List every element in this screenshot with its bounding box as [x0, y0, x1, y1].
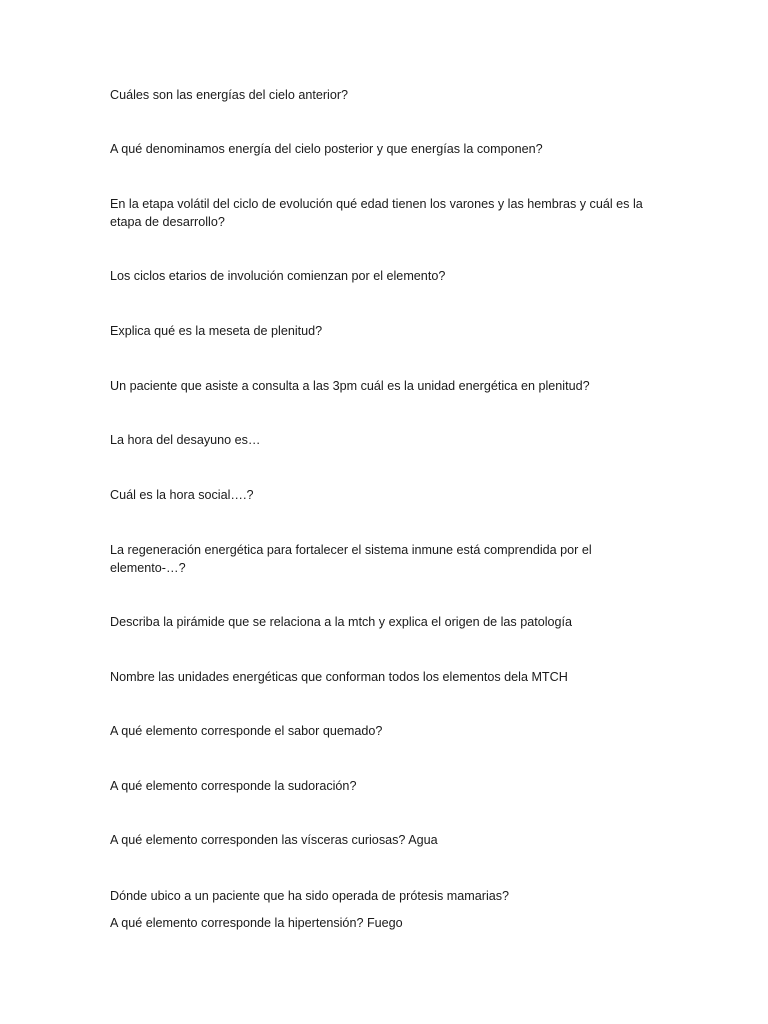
question-12: A qué elemento corresponde el sabor quemado?	[110, 724, 383, 738]
question-6: Un paciente que asiste a consulta a las 3pm cuál es la unidad energética en plenitud?	[110, 379, 590, 393]
question-10: Describa la pirámide que se relaciona a la mtch y explica el origen de las patología	[110, 615, 573, 629]
question-9: La regeneración energética para fortalecer el sistema inmune está comprendida por el elemento-…?	[110, 543, 592, 575]
question-15: Dónde ubico a un paciente que ha sido operada de prótesis mamarias?	[110, 889, 510, 903]
question-7: La hora del desayuno es…	[110, 433, 261, 447]
question-5: Explica qué es la meseta de plenitud?	[110, 324, 323, 338]
question-11: Nombre las unidades energéticas que conforman todos los elementos dela MTCH	[110, 670, 568, 684]
question-1: Cuáles son las energías del cielo anterior?	[110, 88, 349, 102]
question-14: A qué elemento corresponden las vísceras curiosas? Agua	[110, 833, 438, 847]
question-13: A qué elemento corresponde la sudoración?	[110, 779, 357, 793]
question-16: A qué elemento corresponde la hipertensión? Fuego	[110, 916, 403, 930]
question-2: A qué denominamos energía del cielo posterior y que energías la componen?	[110, 142, 543, 156]
question-4: Los ciclos etarios de involución comienzan por el elemento?	[110, 269, 446, 283]
question-8: Cuál es la hora social….?	[110, 488, 254, 502]
question-3: En la etapa volátil del ciclo de evolución qué edad tienen los varones y las hembras y cuál es la etapa de desarrollo?	[110, 197, 643, 229]
